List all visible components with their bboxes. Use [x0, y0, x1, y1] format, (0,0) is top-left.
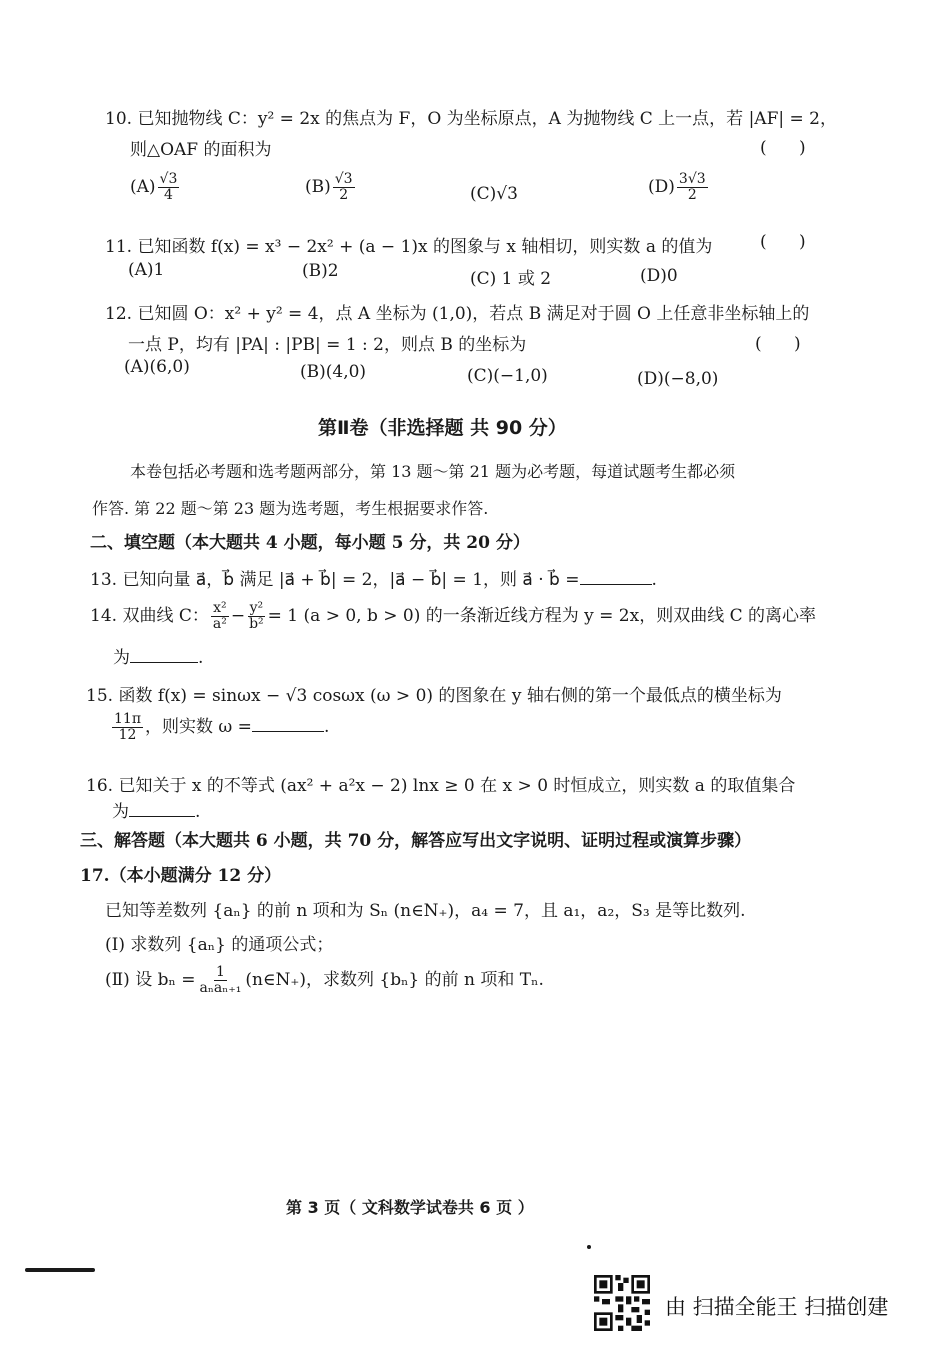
q10-option-c: (C)√3 [470, 184, 518, 204]
q10-option-d [648, 172, 710, 203]
q15-answer-blank[interactable] [252, 731, 324, 732]
qr-code-icon [594, 1275, 650, 1331]
q10-option-a-fraction: $\frac{√3}{4}$ [159, 171, 178, 203]
q14-line1: 14. 双曲线 C： $\frac{\text{x²}}{\text{a²}}$ − $\frac{\text{y²}}{\text{b²}}$ = 1 (a > 0, b > 0) 的一条渐近线方程为 y = 2x，则双曲线 C 的离心率 [90, 600, 817, 632]
q17-title: 17.（本小题满分 12 分） [80, 866, 282, 886]
q14-fraction-y: $\frac{\text{y²}}{\text{b²}}$ [249, 600, 264, 632]
q16-line1: 16. 已知关于 x 的不等式 (ax² + a²x − 2) lnx ≥ 0 在 x > 0 时恒成立，则实数 a 的取值集合 [86, 776, 796, 796]
fill-section-heading: 二、填空题（本大题共 4 小题，每小题 5 分，共 20 分） [90, 533, 530, 553]
q12-option-a: (A)(6,0) [124, 357, 190, 377]
section2-intro-line1: 本卷包括必考题和选考题两部分，第 13 题～第 21 题为必考题，每道试题考生都必须 [130, 462, 736, 481]
q12-stem-line1: 12. 已知圆 O：x² + y² = 4，点 A 坐标为 (1,0)，若点 B 满足对于圆 O 上任意非坐标轴上的 [105, 304, 810, 324]
q15-line2: $\frac{11\pi}{12}$ ，则实数 ω = . [114, 711, 330, 743]
q14-text-post: = 1 (a > 0, b > 0) 的一条渐近线方程为 y = 2x，则双曲线 C 的离心率 [267, 606, 817, 626]
q10-option-b [305, 172, 357, 203]
section2-title: 第Ⅱ卷（非选择题 共 90 分） [318, 417, 567, 439]
scan-dot [587, 1245, 591, 1249]
q13-text: 13. 已知向量 a⃗，b⃗ 满足 |a⃗ + b⃗| = 2，|a⃗ − b⃗| = 1，则 a⃗ · b⃗ = [90, 570, 580, 590]
solve-section-heading: 三、解答题（本大题共 6 小题，共 70 分，解答应写出文字说明、证明过程或演算步骤） [80, 831, 752, 851]
q15-line1: 15. 函数 f(x) = sinωx − √3 cosωx (ω > 0) 的图象在 y 轴右侧的第一个最低点的横坐标为 [86, 686, 782, 706]
q10-option-b-label: (B) [305, 177, 331, 197]
q10-option-a [130, 172, 181, 203]
q10-option-a-label: (A) [130, 177, 156, 197]
q14-answer-blank[interactable] [130, 662, 198, 663]
q11-option-d: (D)0 [640, 266, 678, 286]
q12-option-c: (C)(−1,0) [467, 366, 548, 386]
q17-fraction: $\frac{1}{\text{aₙaₙ₊₁}}$ [199, 964, 242, 996]
q13-line: 13. 已知向量 a⃗，b⃗ 满足 |a⃗ + b⃗| = 2，|a⃗ − b⃗| = 1，则 a⃗ · b⃗ = . [90, 570, 657, 590]
q14-fraction-x: $\frac{\text{x²}}{\text{a²}}$ [212, 600, 227, 632]
scanner-watermark-text: 由 扫描全能王 扫描创建 [665, 1295, 889, 1319]
q17-part2: (Ⅱ) 设 bₙ = $\frac{1}{\text{aₙaₙ₊₁}}$ (n∈N₊)，求数列 {bₙ} 的前 n 项和 Tₙ. [105, 964, 544, 996]
q15-fraction: $\frac{11\pi}{12}$ [114, 711, 142, 743]
q10-stem-line2: 则△OAF 的面积为 [130, 140, 272, 160]
q17-line1: 已知等差数列 {aₙ} 的前 n 项和为 Sₙ (n∈N₊)，a₄ = 7，且 a₁，a₂，S₃ 是等比数列. [105, 901, 746, 921]
q10-option-d-fraction: $\frac{3√3}{2}$ [678, 171, 706, 203]
q12-option-d: (D)(−8,0) [637, 369, 719, 389]
q17-part1: (Ⅰ) 求数列 {aₙ} 的通项公式； [105, 935, 334, 955]
q11-option-a: (A)1 [128, 260, 165, 280]
q11-stem: 11. 已知函数 f(x) = x³ − 2x² + (a − 1)x 的图象与 x 轴相切，则实数 a 的值为 [105, 237, 713, 257]
q12-answer-paren: ( ) [755, 334, 801, 354]
q10-stem-line1: 10. 已知抛物线 C：y² = 2x 的焦点为 F，O 为坐标原点，A 为抛物线 C 上一点，若 |AF| = 2， [105, 109, 837, 129]
page-footer: 第 3 页（ 文科数学试卷共 6 页 ） [286, 1198, 534, 1217]
q11-option-b: (B)2 [302, 261, 339, 281]
section2-intro-line2: 作答. 第 22 题～第 23 题为选考题，考生根据要求作答. [92, 499, 489, 518]
q16-line2: 为 . [112, 802, 201, 822]
q12-stem-line2: 一点 P，均有 |PA| : |PB| = 1 : 2，则点 B 的坐标为 [128, 335, 527, 355]
q16-answer-blank[interactable] [129, 816, 195, 817]
scan-edge-stroke [25, 1268, 95, 1272]
q13-answer-blank[interactable] [580, 584, 652, 585]
q11-option-c: (C) 1 或 2 [470, 269, 552, 289]
q14-text-pre: 14. 双曲线 C： [90, 606, 209, 626]
q10-option-d-label: (D) [648, 177, 675, 197]
q11-answer-paren: ( ) [760, 232, 806, 252]
q14-line2: 为 . [113, 648, 204, 668]
q10-option-b-fraction: $\frac{√3}{2}$ [334, 171, 353, 203]
q10-answer-paren: ( ) [760, 138, 806, 158]
q12-option-b: (B)(4,0) [300, 362, 367, 382]
